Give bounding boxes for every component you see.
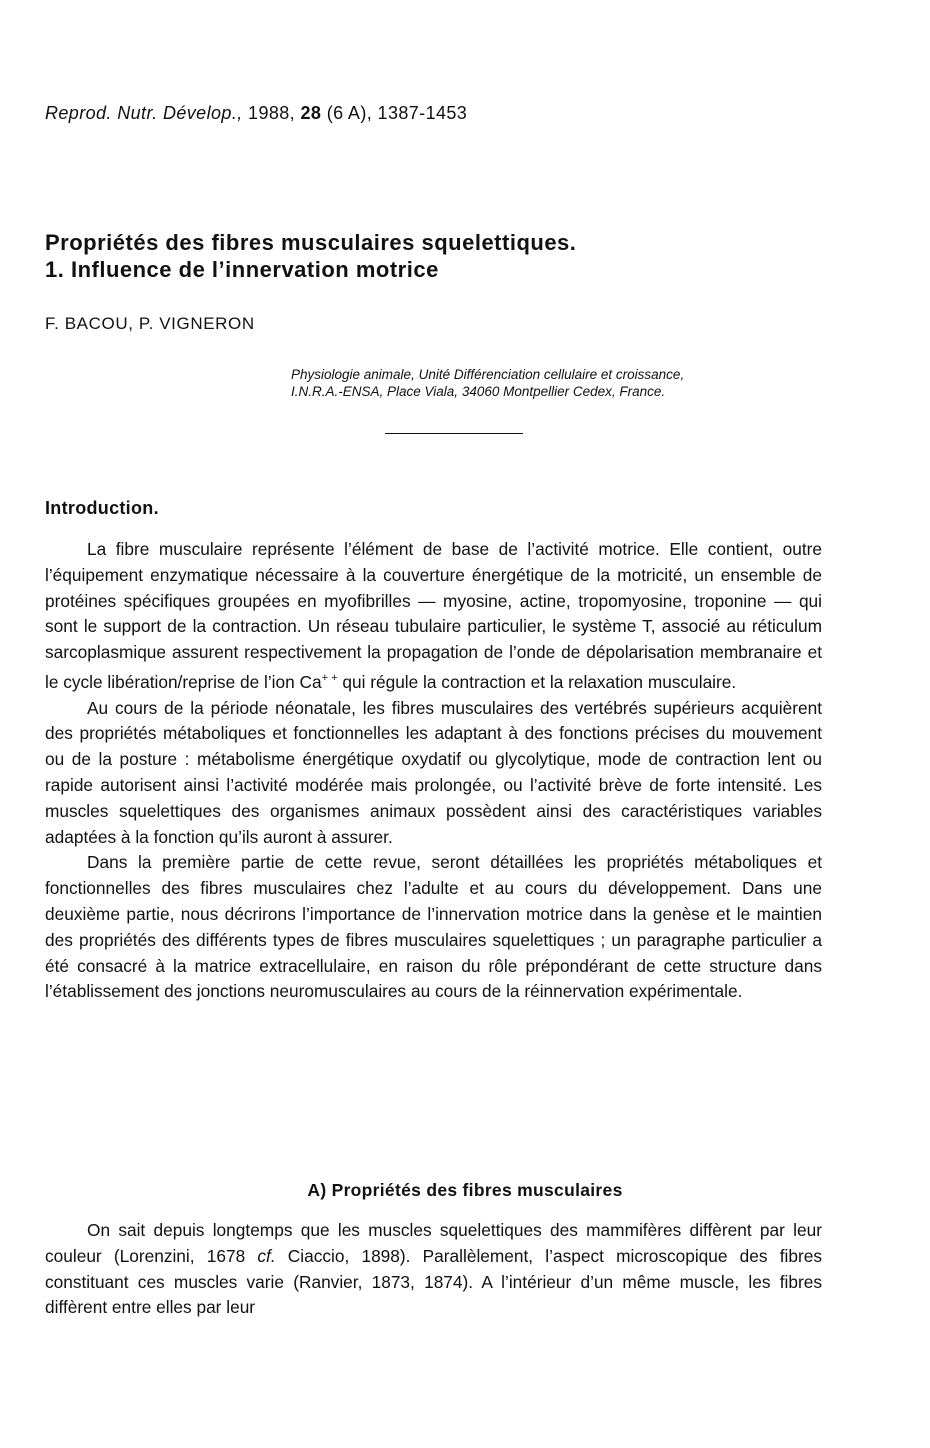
introduction-heading: Introduction. [45,498,159,518]
affiliation-line-1: Physiologie animale, Unité Différenciation cellulaire et croissance, [291,367,685,382]
section-a-paragraph-1 [45,1218,822,1321]
introduction-paragraph-3: Dans la première partie de cette revue, seront détaillées les propriétés métaboliques et fonctionnelles des fibres musculaires chez l’adulte et au cours du développement. Dans une deuxième partie, nous décrirons l’importance de l’innervation motrice dans la genèse et le maintien des propriétés des différents types de fibres musculaires squelettiques ; un paragraphe particulier a été consacré à la matrice extracellulaire, en raison du rôle prépondérant de cette structure dans l’établissement des jonctions neuromusculaires au cours de la réinnervation expérimentale. [45,852,822,1002]
citation-year: 1988, [248,103,296,123]
paragraph-text: qui régule la contraction et la relaxation musculaire. [337,671,737,692]
article-authors: F. BACOU, P. VIGNERON [45,314,255,333]
calcium-charge-superscript: + + [321,671,338,684]
article-title-line-2: 1. Influence de l’innervation motrice [45,257,439,282]
affiliation-line-2: I.N.R.A.-ENSA, Place Viala, 34060 Montpellier Cedex, France. [291,384,666,399]
section-a-heading: A) Propriétés des fibres musculaires [307,1180,623,1200]
citation-volume: 28 [300,103,322,123]
journal-citation [45,103,467,124]
article-title [45,229,885,283]
paragraph-text: Ciaccio, 1898). Parallèlement, l’aspect microscopique des fibres constituant ces muscles varie (Ranvier, 1873, 1874). A l’intérieur d’un même muscle, les fibres diffèrent entre elles par leur [45,1245,822,1318]
section-a-body [45,1218,822,1321]
paragraph-text: On sait depuis longtemps que les muscles squelettiques des mammifères diffèrent par leur couleur (Lorenzini, 1678 [45,1220,822,1266]
introduction-body [45,537,822,1005]
paragraph-text: La fibre musculaire représente l’élément de base de l’activité motrice. Elle contient, outre l’équipement enzymatique nécessaire à la couverture énergétique de la motricité, un ensemble de protéines spécifiques groupées en myofibrilles — myosine, actine, tropomyosine, troponine — qui sont le support de la contraction. Un réseau tubulaire particulier, le système T, associé au réticulum sarcoplasmique assurent respectivement la propagation de l’onde de dépolarisation membranaire et le cycle libération/reprise de l’ion Ca [45,539,822,692]
separator-rule [385,433,523,434]
cf-abbreviation: cf. [257,1245,276,1266]
citation-issue-pages: (6 A), 1387-1453 [326,103,468,123]
article-title-line-1: Propriétés des fibres musculaires squelettiques. [45,230,577,255]
introduction-paragraph-1 [45,537,822,696]
author-affiliation [291,366,851,400]
journal-name: Reprod. Nutr. Dévelop., [45,103,243,123]
introduction-paragraph-2: Au cours de la période néonatale, les fibres musculaires des vertébrés supérieurs acquièrent des propriétés métaboliques et fonctionnelles les adaptant à des fonctions précises du mouvement ou de la posture : métabolisme énergétique oxydatif ou glycolytique, mode de contraction lent ou rapide autorisent ainsi l’activité modérée mais prolongée, ou l’activité brève de forte intensité. Les muscles squelettiques des organismes animaux possèdent ainsi des caractéristiques variables adaptées à la fonction qu’ils auront à assurer. [45,697,822,847]
